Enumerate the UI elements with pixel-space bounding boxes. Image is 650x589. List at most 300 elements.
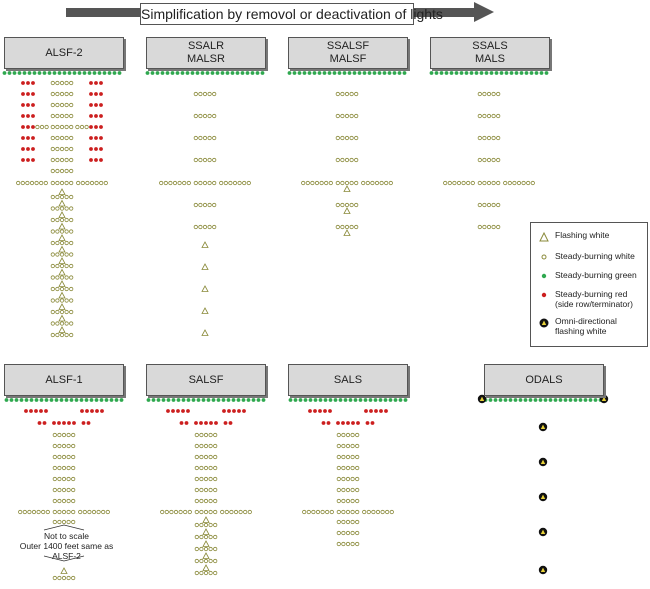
steady-white-light xyxy=(209,571,212,574)
steady-red-light xyxy=(366,421,370,425)
steady-white-light xyxy=(487,225,490,228)
steady-green-light xyxy=(15,398,19,402)
steady-white-light xyxy=(367,510,370,513)
steady-red-light xyxy=(26,158,30,162)
steady-white-light xyxy=(30,181,33,184)
steady-white-light xyxy=(65,230,68,233)
steady-green-light xyxy=(530,71,534,75)
system-label-alsf2: ALSF-2 xyxy=(45,46,83,59)
steady-red-light xyxy=(94,158,98,162)
flashing-white-light xyxy=(59,224,65,230)
steady-white-light xyxy=(234,510,237,513)
steady-green-light xyxy=(318,71,322,75)
steady-red-light xyxy=(29,409,33,413)
steady-white-light xyxy=(70,207,73,210)
steady-green-light xyxy=(98,71,102,75)
steady-white-light xyxy=(336,92,339,95)
steady-white-light xyxy=(60,158,63,161)
steady-green-light xyxy=(105,398,109,402)
steady-white-light xyxy=(70,103,73,106)
steady-white-light xyxy=(40,125,43,128)
steady-white-light xyxy=(97,510,100,513)
steady-red-light xyxy=(384,409,388,413)
system-box-salsf xyxy=(146,364,266,396)
steady-green-light xyxy=(388,71,392,75)
steady-white-light xyxy=(356,488,359,491)
steady-white-light xyxy=(65,253,68,256)
steady-white-light xyxy=(213,181,216,184)
steady-white-light xyxy=(51,158,54,161)
steady-red-light xyxy=(95,409,99,413)
steady-green-light xyxy=(251,71,255,75)
steady-white-light xyxy=(65,181,68,184)
triangle-icon xyxy=(537,230,551,244)
steady-white-light xyxy=(60,253,63,256)
break-line-top xyxy=(44,525,84,530)
flashing-white-light xyxy=(203,529,209,535)
steady-white-light xyxy=(194,203,197,206)
steady-white-light xyxy=(51,287,54,290)
steady-white-light xyxy=(70,195,73,198)
steady-white-light xyxy=(208,181,211,184)
steady-white-light xyxy=(356,542,359,545)
steady-white-light xyxy=(200,523,203,526)
steady-red-light xyxy=(351,421,355,425)
flashing-white-light xyxy=(344,230,350,236)
steady-green-light xyxy=(60,398,64,402)
steady-green-light xyxy=(147,398,151,402)
steady-green-light xyxy=(465,71,469,75)
steady-white-light xyxy=(457,181,460,184)
steady-white-light xyxy=(209,535,212,538)
steady-red-light xyxy=(99,81,103,85)
steady-white-light xyxy=(337,520,340,523)
steady-white-light xyxy=(53,466,56,469)
steady-white-light xyxy=(478,114,481,117)
steady-white-light xyxy=(203,181,206,184)
steady-white-light xyxy=(80,125,83,128)
steady-green-light xyxy=(403,71,407,75)
steady-red-light xyxy=(52,421,56,425)
steady-red-light xyxy=(99,136,103,140)
steady-green-light xyxy=(222,398,226,402)
steady-white-light xyxy=(342,531,345,534)
steady-red-light xyxy=(242,409,246,413)
steady-green-light xyxy=(299,398,303,402)
steady-red-light xyxy=(318,409,322,413)
steady-white-light xyxy=(337,455,340,458)
steady-white-light xyxy=(453,181,456,184)
steady-white-light xyxy=(67,433,70,436)
steady-red-light xyxy=(237,409,241,413)
steady-red-light xyxy=(94,114,98,118)
steady-white-light xyxy=(51,322,54,325)
steady-white-light xyxy=(67,455,70,458)
legend-item-flashing-white xyxy=(537,230,643,244)
flashing-white-light xyxy=(59,212,65,218)
steady-green-light xyxy=(304,398,308,402)
steady-white-light xyxy=(56,230,59,233)
steady-white-light xyxy=(35,181,38,184)
steady-green-light xyxy=(10,398,14,402)
steady-red-light xyxy=(31,147,35,151)
steady-green-light xyxy=(103,71,107,75)
steady-white-light xyxy=(356,520,359,523)
steady-green-light xyxy=(500,71,504,75)
steady-green-light xyxy=(5,398,9,402)
steady-red-light xyxy=(328,409,332,413)
steady-red-light xyxy=(31,92,35,96)
steady-red-light xyxy=(21,125,25,129)
steady-red-light xyxy=(82,421,86,425)
steady-green-light xyxy=(212,398,216,402)
steady-white-light xyxy=(53,433,56,436)
steady-green-light xyxy=(535,71,539,75)
steady-white-light xyxy=(213,92,216,95)
steady-green-light xyxy=(3,71,7,75)
steady-white-light xyxy=(203,158,206,161)
steady-white-light xyxy=(62,444,65,447)
steady-green-light xyxy=(152,398,156,402)
red-dot-icon xyxy=(537,289,551,303)
steady-white-light xyxy=(346,444,349,447)
steady-white-light xyxy=(195,488,198,491)
flashing-white-light xyxy=(202,242,208,248)
steady-red-light xyxy=(327,421,331,425)
steady-red-light xyxy=(374,409,378,413)
steady-white-light xyxy=(204,455,207,458)
steady-green-light xyxy=(569,398,573,402)
steady-white-light xyxy=(60,333,63,336)
steady-white-light xyxy=(336,158,339,161)
steady-white-light xyxy=(58,488,61,491)
steady-white-light xyxy=(53,499,56,502)
flashing-white-light xyxy=(59,293,65,299)
steady-green-light xyxy=(161,71,165,75)
steady-white-light xyxy=(32,510,35,513)
steady-green-light xyxy=(445,71,449,75)
steady-white-light xyxy=(56,218,59,221)
steady-red-light xyxy=(26,147,30,151)
steady-white-light xyxy=(346,531,349,534)
steady-green-light xyxy=(514,398,518,402)
steady-white-light xyxy=(60,103,63,106)
steady-white-light xyxy=(372,510,375,513)
steady-white-light xyxy=(471,181,474,184)
steady-white-light xyxy=(214,571,217,574)
steady-green-light xyxy=(373,71,377,75)
steady-red-light xyxy=(194,421,198,425)
steady-white-light xyxy=(200,559,203,562)
legend-label-steady-white: Steady-burning white xyxy=(555,251,635,261)
steady-red-light xyxy=(364,409,368,413)
steady-red-light xyxy=(356,421,360,425)
steady-green-light xyxy=(241,71,245,75)
steady-white-light xyxy=(62,499,65,502)
steady-white-light xyxy=(72,444,75,447)
steady-white-light xyxy=(56,253,59,256)
steady-white-light xyxy=(53,520,56,523)
steady-red-light xyxy=(99,147,103,151)
steady-white-light xyxy=(346,433,349,436)
steady-white-light xyxy=(200,466,203,469)
steady-white-light xyxy=(208,158,211,161)
steady-white-light xyxy=(51,147,54,150)
steady-white-light xyxy=(492,92,495,95)
steady-green-light xyxy=(574,398,578,402)
steady-white-light xyxy=(478,136,481,139)
legend-label-omni: Omni-directional flashing white xyxy=(555,316,617,336)
steady-white-light xyxy=(95,181,98,184)
steady-white-light xyxy=(356,510,359,513)
steady-white-light xyxy=(385,181,388,184)
steady-red-light xyxy=(99,92,103,96)
steady-white-light xyxy=(56,276,59,279)
steady-white-light xyxy=(62,466,65,469)
steady-white-light xyxy=(492,203,495,206)
steady-white-light xyxy=(527,181,530,184)
steady-white-light xyxy=(497,92,500,95)
steady-white-light xyxy=(195,547,198,550)
steady-white-light xyxy=(336,181,339,184)
steady-white-light xyxy=(208,114,211,117)
steady-white-light xyxy=(102,510,105,513)
steady-green-light xyxy=(113,71,117,75)
steady-white-light xyxy=(492,114,495,117)
steady-white-light xyxy=(200,433,203,436)
steady-white-light xyxy=(194,114,197,117)
steady-green-light xyxy=(63,71,67,75)
steady-green-light xyxy=(519,398,523,402)
steady-green-light xyxy=(221,71,225,75)
steady-white-light xyxy=(51,181,54,184)
steady-green-light xyxy=(338,71,342,75)
steady-white-light xyxy=(72,488,75,491)
steady-green-light xyxy=(314,398,318,402)
steady-red-light xyxy=(89,81,93,85)
steady-green-light xyxy=(328,71,332,75)
steady-white-light xyxy=(26,181,29,184)
steady-white-light xyxy=(208,136,211,139)
steady-white-light xyxy=(67,520,70,523)
steady-white-light xyxy=(70,333,73,336)
steady-white-light xyxy=(203,114,206,117)
steady-white-light xyxy=(345,92,348,95)
steady-white-light xyxy=(65,322,68,325)
steady-white-light xyxy=(58,433,61,436)
steady-white-light xyxy=(351,499,354,502)
steady-white-light xyxy=(51,218,54,221)
steady-green-light xyxy=(8,71,12,75)
system-label-malsr: MALSR xyxy=(187,53,225,65)
flashing-white-light xyxy=(202,330,208,336)
steady-white-light xyxy=(58,466,61,469)
steady-red-light xyxy=(94,103,98,107)
steady-white-light xyxy=(302,181,305,184)
steady-white-light xyxy=(70,276,73,279)
steady-red-light xyxy=(313,409,317,413)
steady-green-light xyxy=(58,71,62,75)
steady-white-light xyxy=(65,333,68,336)
steady-white-light xyxy=(244,510,247,513)
steady-red-light xyxy=(222,409,226,413)
steady-green-light xyxy=(261,71,265,75)
steady-white-light xyxy=(221,510,224,513)
steady-white-light xyxy=(65,103,68,106)
steady-white-light xyxy=(346,477,349,480)
steady-red-light xyxy=(89,158,93,162)
steady-red-light xyxy=(185,421,189,425)
steady-white-light xyxy=(337,542,340,545)
steady-white-light xyxy=(336,203,339,206)
steady-white-light xyxy=(56,114,59,117)
steady-white-light xyxy=(17,181,20,184)
steady-white-light xyxy=(342,466,345,469)
steady-green-light xyxy=(554,398,558,402)
steady-white-light xyxy=(194,158,197,161)
steady-white-light xyxy=(72,466,75,469)
steady-green-light xyxy=(499,398,503,402)
steady-red-light xyxy=(89,147,93,151)
steady-white-light xyxy=(195,477,198,480)
steady-white-light xyxy=(346,510,349,513)
steady-white-light xyxy=(194,136,197,139)
steady-white-light xyxy=(70,264,73,267)
steady-white-light xyxy=(60,241,63,244)
steady-white-light xyxy=(62,433,65,436)
note-line-2: Outer 1400 feet same as ALSF-2 xyxy=(19,541,114,561)
steady-red-light xyxy=(21,103,25,107)
steady-white-light xyxy=(209,455,212,458)
steady-white-light xyxy=(62,488,65,491)
steady-white-light xyxy=(36,125,39,128)
steady-white-light xyxy=(56,333,59,336)
steady-green-light xyxy=(349,398,353,402)
steady-white-light xyxy=(53,488,56,491)
steady-white-light xyxy=(60,92,63,95)
system-box-sals xyxy=(288,364,408,396)
steady-red-light xyxy=(62,421,66,425)
steady-green-light xyxy=(50,398,54,402)
steady-white-light xyxy=(51,169,54,172)
not-to-scale-note xyxy=(14,531,119,561)
steady-white-light xyxy=(209,477,212,480)
steady-white-light xyxy=(70,241,73,244)
steady-white-light xyxy=(65,241,68,244)
steady-white-light xyxy=(51,276,54,279)
steady-white-light xyxy=(213,114,216,117)
steady-white-light xyxy=(330,510,333,513)
steady-white-light xyxy=(504,181,507,184)
steady-white-light xyxy=(492,136,495,139)
steady-white-light xyxy=(350,203,353,206)
steady-white-light xyxy=(200,535,203,538)
steady-white-light xyxy=(350,158,353,161)
steady-red-light xyxy=(26,114,30,118)
steady-red-light xyxy=(336,421,340,425)
steady-white-light xyxy=(60,136,63,139)
steady-green-light xyxy=(509,398,513,402)
steady-white-light xyxy=(386,510,389,513)
steady-white-light xyxy=(336,225,339,228)
steady-green-light xyxy=(358,71,362,75)
steady-green-light xyxy=(108,71,112,75)
steady-white-light xyxy=(497,158,500,161)
steady-white-light xyxy=(366,181,369,184)
steady-white-light xyxy=(467,181,470,184)
steady-green-light xyxy=(394,398,398,402)
steady-white-light xyxy=(51,136,54,139)
steady-white-light xyxy=(195,444,198,447)
steady-white-light xyxy=(56,241,59,244)
steady-white-light xyxy=(199,92,202,95)
steady-white-light xyxy=(204,571,207,574)
steady-white-light xyxy=(51,207,54,210)
steady-red-light xyxy=(379,409,383,413)
steady-white-light xyxy=(497,181,500,184)
steady-white-light xyxy=(204,510,207,513)
steady-white-light xyxy=(65,287,68,290)
steady-green-light xyxy=(43,71,47,75)
steady-green-light xyxy=(182,398,186,402)
steady-red-light xyxy=(99,125,103,129)
steady-green-light xyxy=(334,398,338,402)
steady-green-light xyxy=(206,71,210,75)
steady-green-light xyxy=(252,398,256,402)
steady-green-light xyxy=(435,71,439,75)
steady-red-light xyxy=(199,421,203,425)
steady-white-light xyxy=(56,103,59,106)
steady-white-light xyxy=(345,158,348,161)
steady-white-light xyxy=(60,218,63,221)
steady-green-light xyxy=(236,71,240,75)
steady-white-light xyxy=(178,181,181,184)
system-label-salsf: SALSF xyxy=(188,373,224,386)
steady-white-light xyxy=(100,181,103,184)
steady-white-light xyxy=(62,520,65,523)
steady-white-light xyxy=(60,169,63,172)
steady-white-light xyxy=(311,181,314,184)
system-box-ssalsf xyxy=(288,37,408,69)
steady-white-light xyxy=(65,114,68,117)
steady-white-light xyxy=(355,158,358,161)
steady-red-light xyxy=(31,158,35,162)
flashing-white-light xyxy=(59,247,65,253)
steady-green-light xyxy=(495,71,499,75)
steady-red-light xyxy=(89,125,93,129)
steady-white-light xyxy=(86,181,89,184)
steady-white-light xyxy=(350,92,353,95)
steady-red-light xyxy=(171,409,175,413)
steady-green-light xyxy=(18,71,22,75)
steady-white-light xyxy=(448,181,451,184)
steady-white-light xyxy=(355,225,358,228)
steady-white-light xyxy=(204,535,207,538)
steady-red-light xyxy=(308,409,312,413)
steady-red-light xyxy=(90,409,94,413)
steady-white-light xyxy=(203,225,206,228)
steady-white-light xyxy=(51,81,54,84)
steady-white-light xyxy=(195,466,198,469)
flashing-white-light xyxy=(61,568,67,574)
steady-red-light xyxy=(94,125,98,129)
steady-white-light xyxy=(351,466,354,469)
steady-white-light xyxy=(53,444,56,447)
steady-green-light xyxy=(309,398,313,402)
steady-red-light xyxy=(21,147,25,151)
flashing-white-light xyxy=(59,327,65,333)
steady-white-light xyxy=(23,510,26,513)
